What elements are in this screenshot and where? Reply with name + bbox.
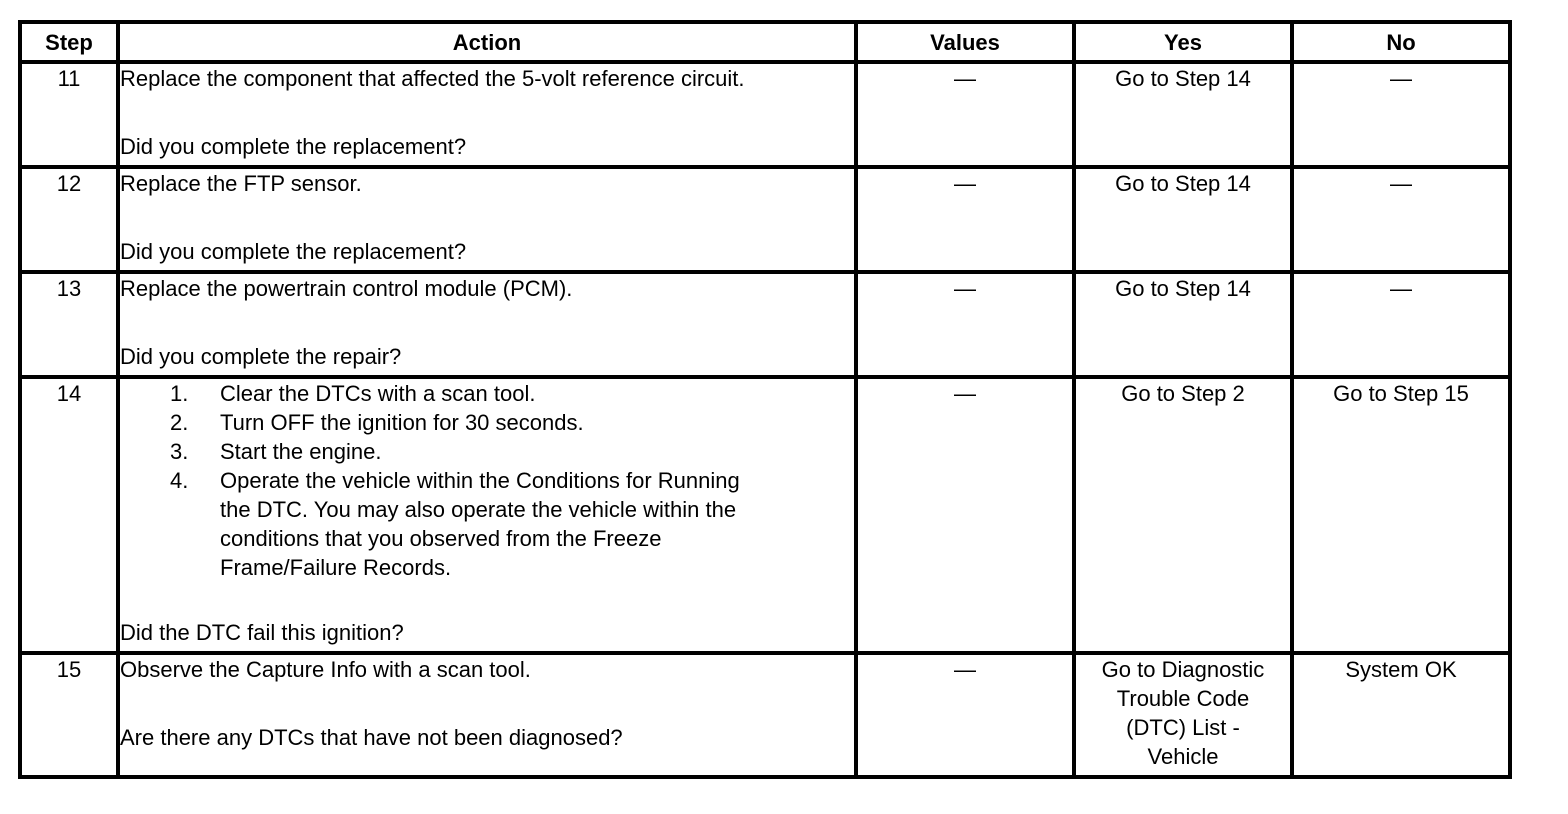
header-no: No [1292, 22, 1510, 62]
list-item [120, 408, 854, 437]
values-cell: — [856, 377, 1074, 653]
values-cell: — [856, 653, 1074, 777]
action-question: Did the DTC fail this ignition? [120, 620, 404, 645]
list-item [120, 379, 854, 408]
header-step: Step [20, 22, 118, 62]
list-item-line: Operate the vehicle within the Conditions for Running [220, 468, 740, 493]
step-number: 14 [20, 377, 118, 653]
step-number: 11 [20, 62, 118, 167]
list-item-text [220, 466, 854, 582]
yes-cell: Go to Step 14 [1074, 272, 1292, 377]
list-item-text: Start the engine. [220, 439, 382, 464]
action-text: Replace the component that affected the 5-volt reference circuit. [120, 66, 745, 91]
table-row [20, 377, 1510, 653]
table-row [20, 272, 1510, 377]
action-cell [118, 272, 856, 377]
yes-cell: Go to Step 14 [1074, 62, 1292, 167]
header-values: Values [856, 22, 1074, 62]
header-action: Action [118, 22, 856, 62]
step-number: 15 [20, 653, 118, 777]
header-yes: Yes [1074, 22, 1292, 62]
list-item [120, 437, 854, 466]
yes-line: Go to Diagnostic [1101, 657, 1265, 682]
action-cell [118, 653, 856, 777]
values-cell: — [856, 62, 1074, 167]
no-cell: System OK [1292, 653, 1510, 777]
list-item [120, 466, 854, 582]
list-item-number: 4. [170, 468, 189, 493]
step-number: 12 [20, 167, 118, 272]
list-item-number: 2. [170, 410, 189, 435]
action-text: Replace the powertrain control module (PCM). [120, 276, 573, 301]
list-item-number: 1. [170, 381, 189, 406]
values-cell: — [856, 167, 1074, 272]
table-row [20, 62, 1510, 167]
step-number: 13 [20, 272, 118, 377]
yes-cell: Go to Step 2 [1074, 377, 1292, 653]
list-item-line: the DTC. You may also operate the vehicle within the [220, 497, 737, 522]
action-text: Replace the FTP sensor. [120, 171, 362, 196]
action-question: Are there any DTCs that have not been diagnosed? [120, 725, 623, 750]
no-cell: — [1292, 167, 1510, 272]
action-question: Did you complete the replacement? [120, 239, 467, 264]
no-cell: Go to Step 15 [1292, 377, 1510, 653]
action-cell [118, 62, 856, 167]
list-item-line: conditions that you observed from the Freeze [220, 526, 662, 551]
no-cell: — [1292, 272, 1510, 377]
action-text: Observe the Capture Info with a scan tool. [120, 657, 531, 682]
no-cell: — [1292, 62, 1510, 167]
table-row [20, 167, 1510, 272]
procedure-list [120, 379, 854, 582]
list-item-line: Frame/Failure Records. [220, 555, 452, 580]
diagnostic-table [18, 20, 1512, 779]
table-row [20, 653, 1510, 777]
action-question: Did you complete the repair? [120, 344, 402, 369]
action-question: Did you complete the replacement? [120, 134, 467, 159]
yes-line: Trouble Code [1116, 686, 1250, 711]
yes-cell: Go to Step 14 [1074, 167, 1292, 272]
yes-line: (DTC) List - [1126, 715, 1240, 740]
yes-cell [1074, 653, 1292, 777]
yes-line: Vehicle [1147, 744, 1219, 769]
action-cell [118, 377, 856, 653]
list-item-text: Turn OFF the ignition for 30 seconds. [220, 410, 584, 435]
diagnostic-document [18, 20, 1512, 779]
values-cell: — [856, 272, 1074, 377]
list-item-text: Clear the DTCs with a scan tool. [220, 381, 536, 406]
header-row [20, 22, 1510, 62]
action-cell [118, 167, 856, 272]
list-item-number: 3. [170, 439, 189, 464]
